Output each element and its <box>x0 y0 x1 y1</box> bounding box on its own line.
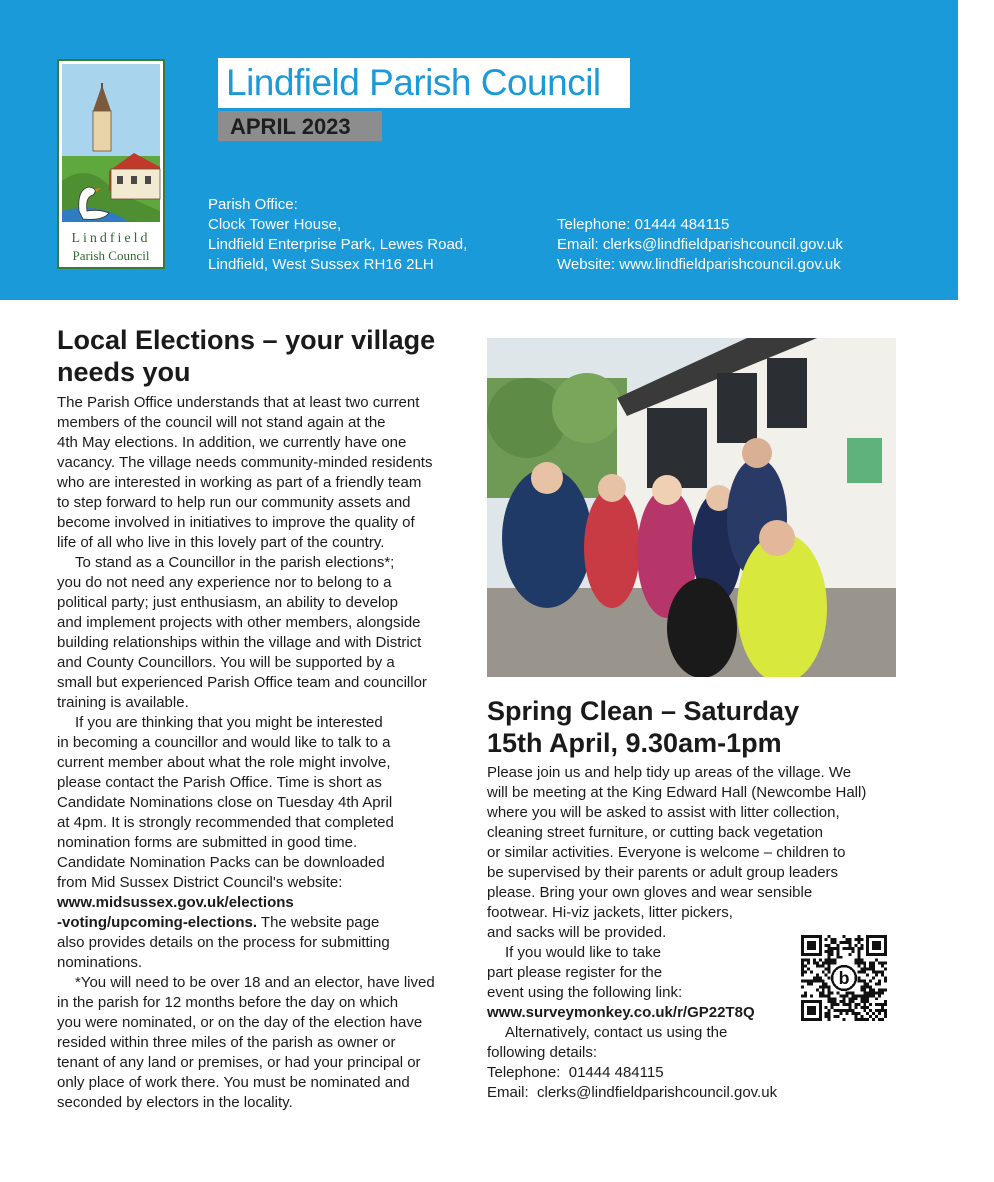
text-line: in the parish for 12 months before the day on which <box>57 994 399 1011</box>
text-line: nomination forms are submitted in good time. <box>57 834 358 851</box>
text-line: political party; just enthusiasm, an ability to develop <box>57 594 399 611</box>
title-box <box>218 58 630 108</box>
text-line: small but experienced Parish Office team and councillor <box>57 674 427 691</box>
text-line: If you are thinking that you might be interested <box>75 714 383 731</box>
address-line: Parish Office: <box>208 196 298 213</box>
address-line: Lindfield, West Sussex RH16 2LH <box>208 256 434 273</box>
text-line: part please register for the <box>487 964 663 981</box>
text-line: *You will need to be over 18 and an elector, have lived <box>75 974 435 991</box>
address-line: Lindfield Enterprise Park, Lewes Road, <box>208 236 468 253</box>
text-line: If you would like to take <box>505 944 661 961</box>
text-line: current member about what the role might involve, <box>57 754 391 771</box>
text-line: members of the council will not stand again at the <box>57 414 386 431</box>
text-line: nominations. <box>57 954 143 971</box>
text-line: you do not need any experience nor to belong to a <box>57 574 392 591</box>
text-line: also provides details on the process for submitting <box>57 934 390 951</box>
issue-date-box <box>218 111 382 141</box>
elections-article <box>57 393 435 1113</box>
spring-clean-heading <box>487 695 799 759</box>
text-line: only place of work there. You must be nominated and <box>57 1074 410 1091</box>
heading-line: Local Elections – your village <box>57 325 436 355</box>
header-banner <box>0 0 958 300</box>
text-line: event using the following link: <box>487 984 683 1001</box>
text-line: training is available. <box>57 694 189 711</box>
text-line: in becoming a councillor and would like to talk to a <box>57 734 391 751</box>
text-line: tenant of any land or premises, or had your principal or <box>57 1054 421 1071</box>
text-line: and implement projects with other members, alongside <box>57 614 421 631</box>
text-line: Please join us and help tidy up areas of the village. We <box>487 764 852 781</box>
spring-clean-article <box>487 763 866 1103</box>
text-line: following details: <box>487 1044 598 1061</box>
text-line: seconded by electors in the locality. <box>57 1094 293 1111</box>
text-line: Candidate Nomination Packs can be downloaded <box>57 854 385 871</box>
svg-text:b: b <box>838 968 850 989</box>
heading-line: 15th April, 9.30am-1pm <box>487 728 782 758</box>
telephone: Telephone: 01444 484115 <box>487 1064 664 1081</box>
email-link[interactable]: Email: clerks@lindfieldparishcouncil.gov.uk <box>487 1084 778 1101</box>
text-line: To stand as a Councillor in the parish elections*; <box>75 554 395 571</box>
midsussex-link[interactable]: www.midsussex.gov.uk/elections <box>57 894 294 911</box>
qr-code[interactable] <box>801 935 887 1021</box>
text-line: where you will be asked to assist with litter collection, <box>487 804 840 821</box>
text-line: life of all who live in this lovely part of the country. <box>57 534 385 551</box>
text-line: to step forward to help run our community assets and <box>57 494 411 511</box>
text-line: and County Councillors. You will be supported by a <box>57 654 395 671</box>
text-line: vacancy. The village needs community-minded residents <box>57 454 433 471</box>
parish-logo <box>57 59 165 269</box>
text-line: become involved in initiatives to improve the quality of <box>57 514 415 531</box>
address-line: Clock Tower House, <box>208 216 342 233</box>
heading-line: Spring Clean – Saturday <box>487 696 800 726</box>
text-line: building relationships within the village and with District <box>57 634 422 651</box>
office-address <box>208 195 467 275</box>
text-line: be supervised by their parents or adult group leaders <box>487 864 839 881</box>
text-line: cleaning street furniture, or cutting back vegetation <box>487 824 824 841</box>
text-line: The Parish Office understands that at least two current <box>57 394 420 411</box>
midsussex-link-cont[interactable]: -voting/upcoming-elections. <box>57 914 258 931</box>
text-line: will be meeting at the King Edward Hall (Newcombe Hall) <box>487 784 867 801</box>
text-line: from Mid Sussex District Council's website: <box>57 874 343 891</box>
contact-details <box>557 215 843 275</box>
text-line: Alternatively, contact us using the <box>505 1024 728 1041</box>
text-line: 4th May elections. In addition, we currently have one <box>57 434 407 451</box>
text-line: please. Bring your own gloves and wear sensible <box>487 884 813 901</box>
website-link[interactable]: Website: www.lindfieldparishcouncil.gov.uk <box>557 256 841 273</box>
text-line: who are interested in working as part of a friendly team <box>57 474 422 491</box>
text-line: Candidate Nominations close on Tuesday 4th April <box>57 794 393 811</box>
text-line: footwear. Hi-viz jackets, litter pickers, <box>487 904 733 921</box>
logo-line2: Parish Council <box>72 248 150 263</box>
email-link[interactable]: Email: clerks@lindfieldparishcouncil.gov.uk <box>557 236 843 253</box>
surveymonkey-link[interactable]: www.surveymonkey.co.uk/r/GP22T8Q <box>487 1004 755 1021</box>
telephone: Telephone: 01444 484115 <box>557 216 730 233</box>
council-title: Lindfield Parish Council <box>226 62 601 103</box>
text-line: and sacks will be provided. <box>487 924 667 941</box>
text-line: at 4pm. It is strongly recommended that completed <box>57 814 394 831</box>
text-line: resided within three miles of the parish as owner or <box>57 1034 396 1051</box>
text-line: The website page <box>257 914 380 931</box>
logo-line1: Lindfield <box>71 231 151 246</box>
elections-heading <box>57 324 435 388</box>
heading-line: needs you <box>57 357 191 387</box>
text-line: or similar activities. Everyone is welcome – children to <box>487 844 846 861</box>
text-line: you were nominated, or on the day of the election have <box>57 1014 423 1031</box>
issue-date: APRIL 2023 <box>230 114 351 139</box>
text-line: please contact the Parish Office. Time is short as <box>57 774 382 791</box>
volunteers-photo <box>487 338 896 677</box>
